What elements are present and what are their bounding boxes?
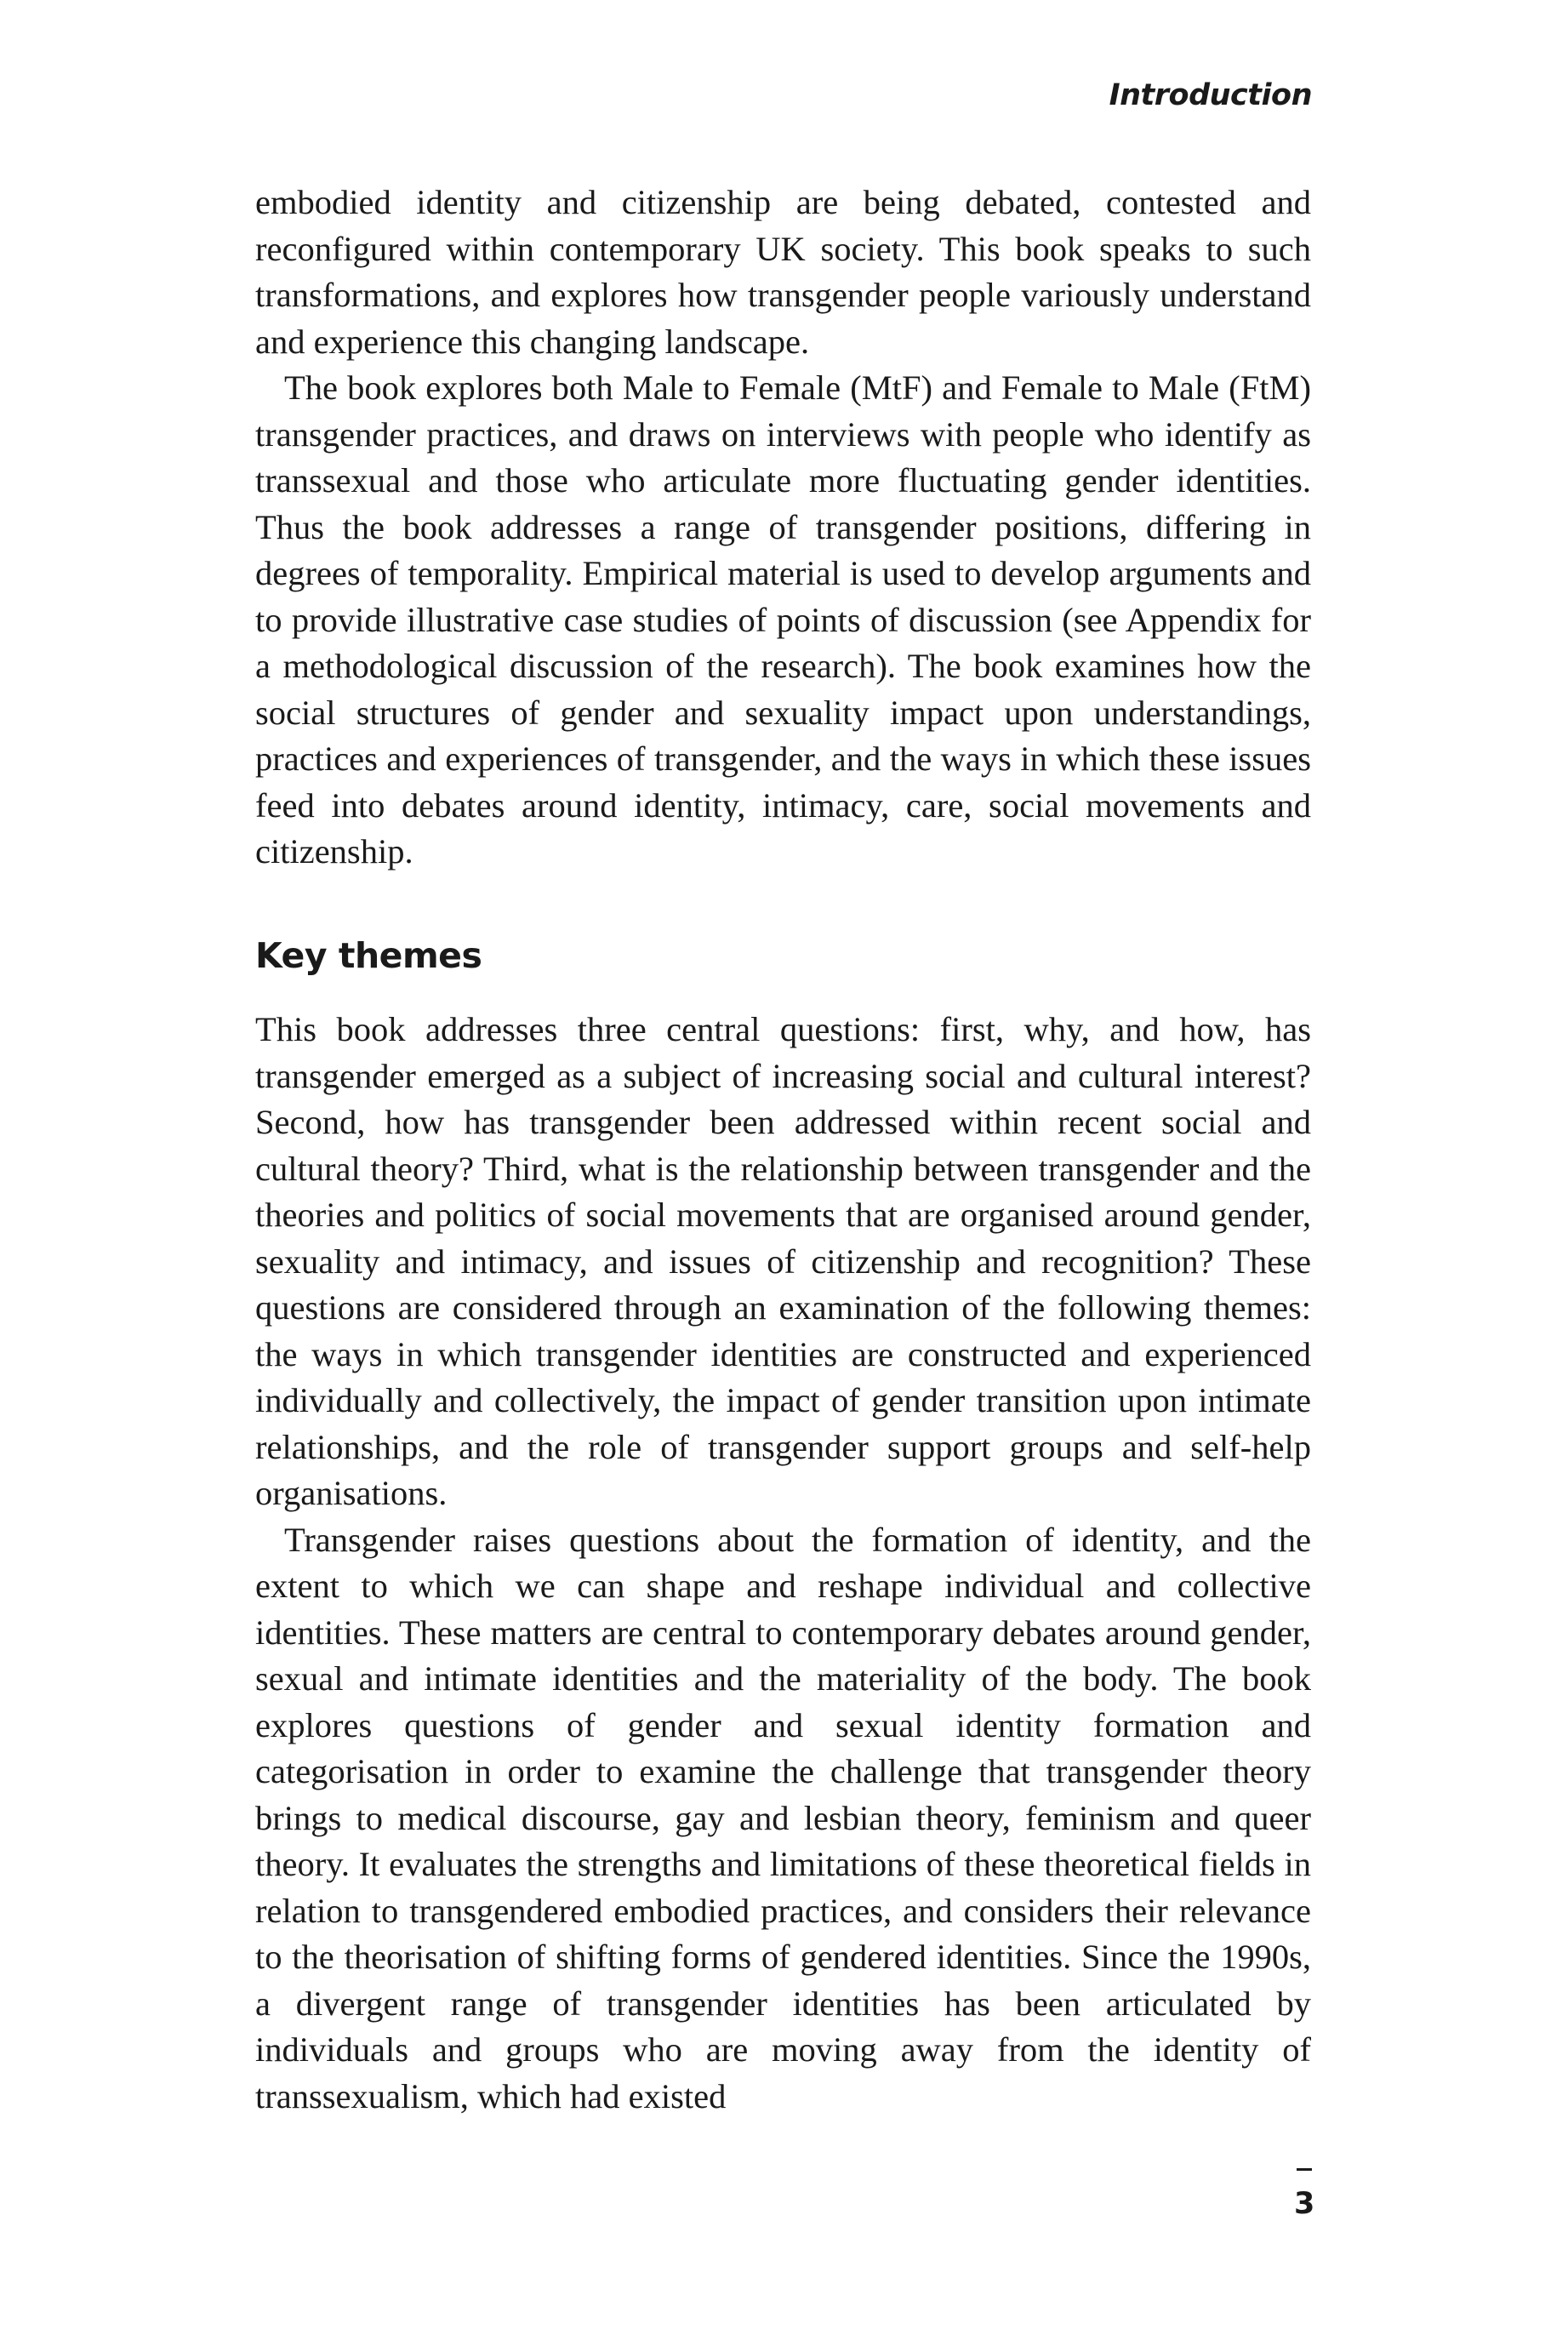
- folio-rule: [1297, 2168, 1312, 2171]
- paragraph: Transgender raises questions about the formation of identity, and the extent to which we can shape and reshape individual and collective identities. These matters are central to contemporary debates around gender, sexual and intimate identities and the materiality of the body. The book explores questions of gender and sexual identity formation and categorisation in order to examine the challenge that transgender theory brings to medical discourse, gay and lesbian theory, feminism and queer theory. It evaluates the strengths and limitations of these theoretical fields in relation to transgendered embodied practices, and considers their relevance to the theorisation of shifting forms of gendered identities. Since the 1990s, a divergent range of transgender identities has been articulated by individuals and groups who are moving away from the identity of transsexualism, which had existed: [255, 1520, 1311, 2115]
- opening-text: [255, 180, 1311, 876]
- paragraph-continued: embodied identity and citizenship are being debated, contested and reconfigured within contemporary UK society. This book speaks to such transformations, and explores how transgender people variously understand and experience this changing landscape.: [255, 183, 1311, 361]
- page-number: 3: [1294, 2187, 1315, 2221]
- paragraph: The book explores both Male to Female (MtF) and Female to Male (FtM) transgender practices, and draws on interviews with people who identify as transsexual and those who articulate more fluctuating gender identities. Thus the book addresses a range of transgender positions, differing in degrees of temporality. Empirical material is used to develop arguments and to provide illustrative case studies of points of discussion (see Appendix for a methodological discussion of the research). The book examines how the social structures of gender and sexuality impact upon understandings, practices and experiences of transgender, and the ways in which these issues feed into debates around identity, intimacy, care, social movements and citizenship.: [255, 368, 1311, 871]
- paragraph: This book addresses three central questions: first, why, and how, has transgender emerged as a subject of increasing social and cultural interest? Second, how has transgender been addressed within recent social and cultural theory? Third, what is the relationship between transgender and the theories and politics of social movements that are organised around gender, sexuality and intimacy, and issues of citizenship and recognition? These questions are considered through an examination of the following themes: the ways in which transgender identities are constructed and experienced individually and collectively, the impact of gender transition upon intimate relationships, and the role of transgender support groups and self-help organisations.: [255, 1010, 1311, 1512]
- running-head: Introduction: [1109, 78, 1312, 112]
- section-text: [255, 1007, 1311, 2120]
- section-heading: Key themes: [255, 935, 482, 976]
